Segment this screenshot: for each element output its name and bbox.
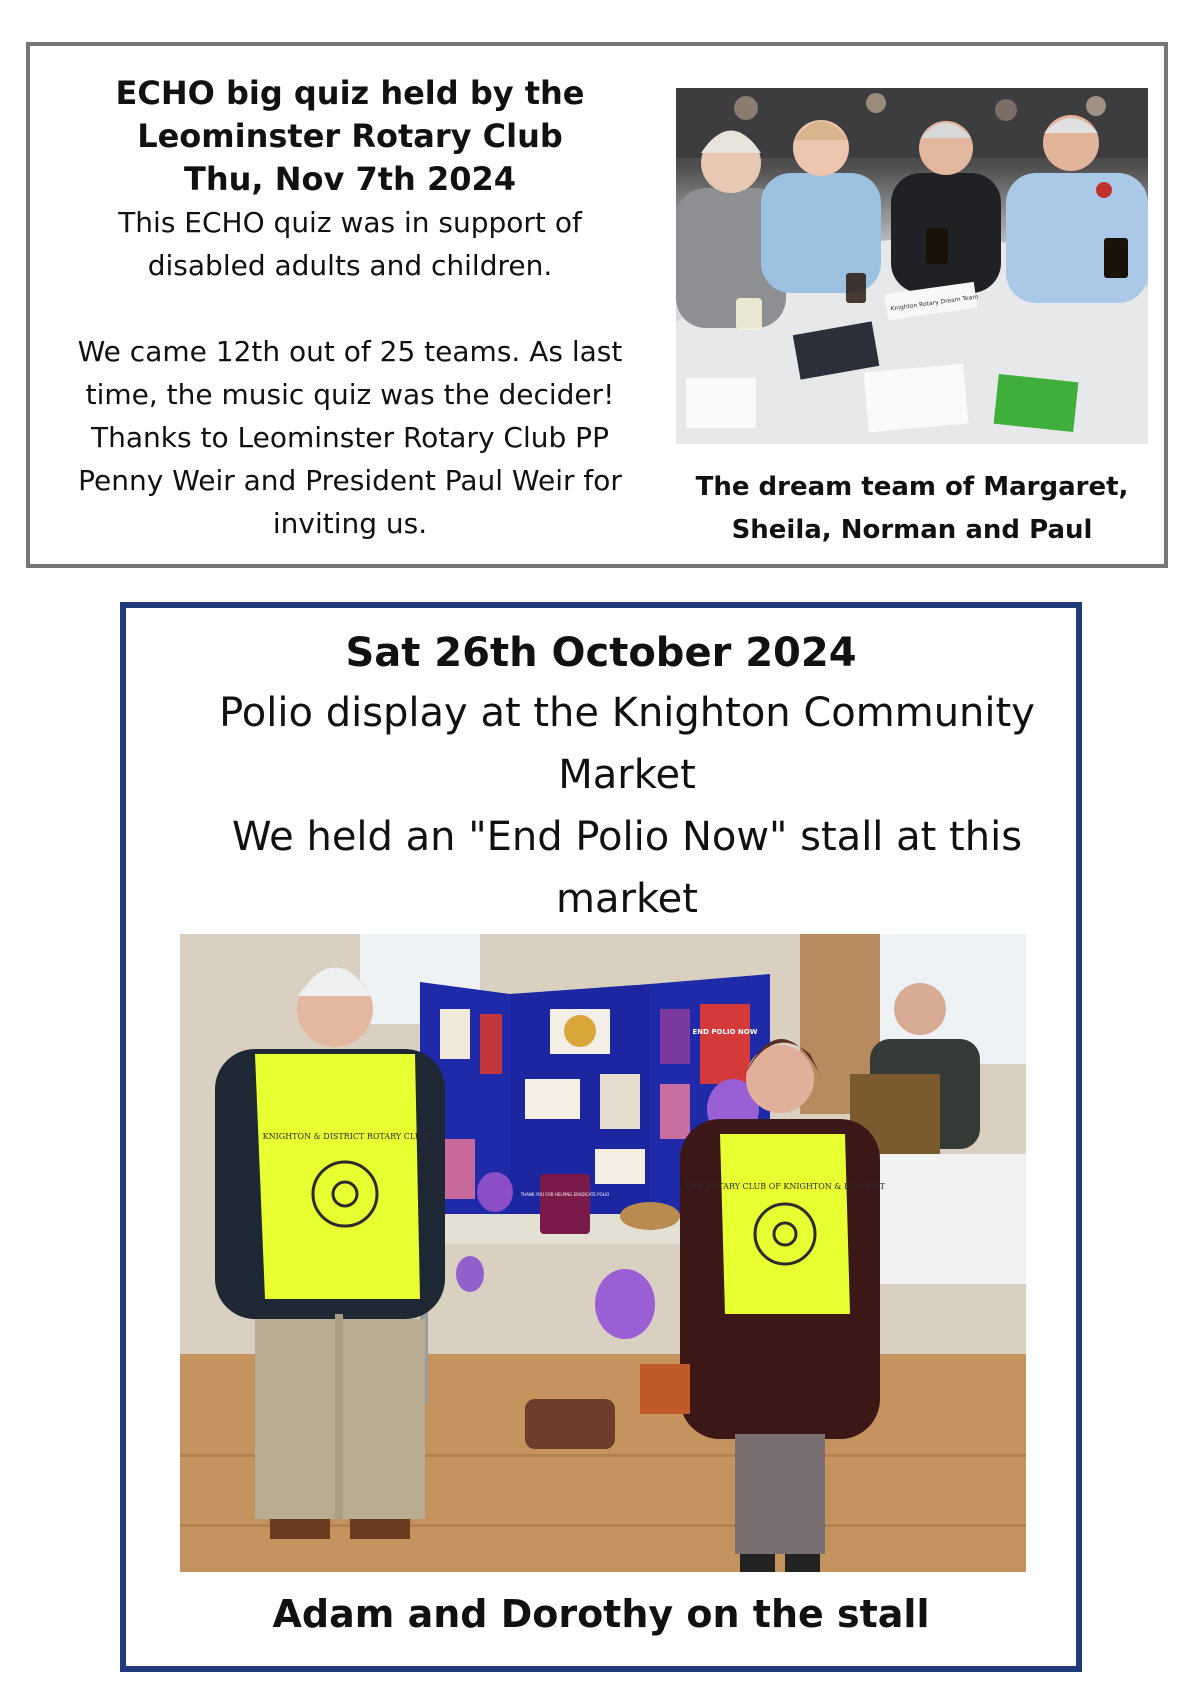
- polio-desc-line-2: Market: [558, 752, 696, 798]
- quiz-photo-caption: [676, 466, 1148, 552]
- quiz-intro-line-1: This ECHO quiz was in support of: [118, 206, 582, 239]
- quiz-title-line-1: ECHO big quiz held by the: [115, 74, 585, 112]
- end-polio-poster: END POLIO NOW: [692, 1028, 758, 1036]
- polio-desc-line-4: market: [556, 876, 698, 922]
- quiz-result-line-3: Thanks to Leominster Rotary Club PP: [91, 421, 609, 454]
- vest-left-text: KNIGHTON & DISTRICT ROTARY CLUB: [262, 1132, 428, 1141]
- polio-desc-line-3: We held an "End Polio Now" stall at this: [231, 814, 1023, 860]
- polio-photo-illustration: [180, 934, 1026, 1572]
- quiz-table-sign: Knighton Rotary Dream Team: [890, 293, 979, 313]
- quiz-caption-line-1: The dream team of Margaret,: [695, 472, 1129, 502]
- polio-collection-tub-label: THANK YOU FOR HELPING ERADICATE POLIO: [520, 1192, 610, 1197]
- quiz-intro-line-2: disabled adults and children.: [147, 249, 553, 282]
- quiz-panel: [26, 42, 1168, 568]
- polio-desc-line-1: Polio display at the Knighton Community: [219, 690, 1035, 736]
- polio-text-block: [126, 624, 1076, 930]
- quiz-result-line-5: inviting us.: [272, 507, 428, 540]
- quiz-date: Thu, Nov 7th 2024: [184, 160, 516, 198]
- polio-stall-photo: [180, 934, 1026, 1572]
- quiz-text-block: [50, 72, 650, 545]
- polio-photo-caption: Adam and Dorothy on the stall: [272, 1592, 930, 1636]
- polio-panel: [120, 602, 1082, 1672]
- quiz-result-line-4: Penny Weir and President Paul Weir for: [78, 464, 622, 497]
- quiz-result-line-1: We came 12th out of 25 teams. As last: [77, 335, 623, 368]
- quiz-team-photo: [676, 88, 1148, 444]
- quiz-result-line-2: time, the music quiz was the decider!: [85, 378, 615, 411]
- vest-right-text: THE ROTARY CLUB OF KNIGHTON & DISTRICT: [684, 1182, 886, 1191]
- quiz-title-line-2: Leominster Rotary Club: [137, 117, 563, 155]
- quiz-photo-illustration: [676, 88, 1148, 444]
- quiz-caption-line-2: Sheila, Norman and Paul: [731, 515, 1093, 545]
- polio-date: Sat 26th October 2024: [345, 630, 857, 676]
